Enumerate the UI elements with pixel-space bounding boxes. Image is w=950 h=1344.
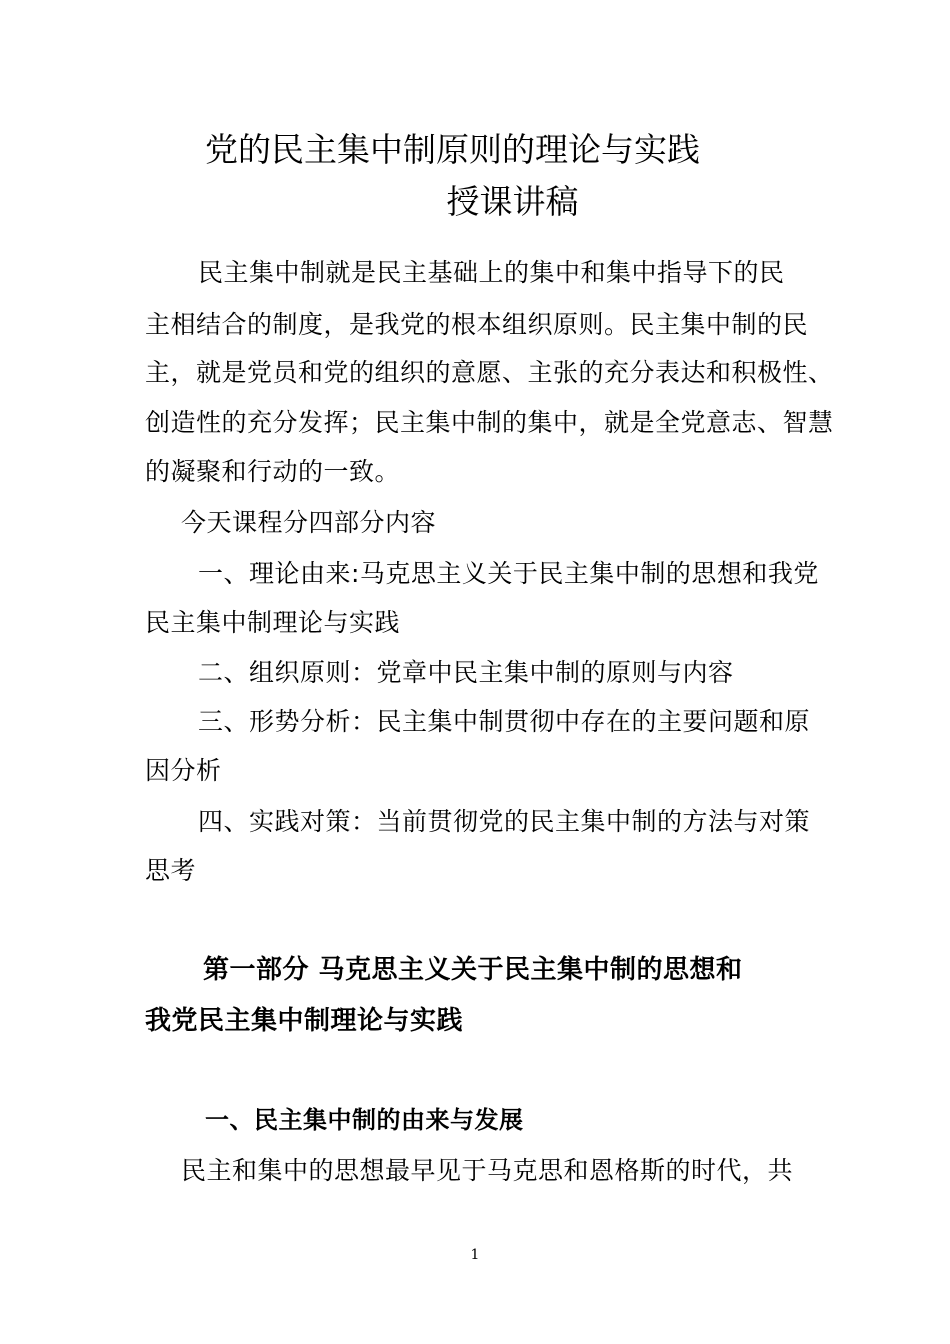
outline-item-continuation: 民主集中制理论与实践 bbox=[145, 608, 401, 637]
intro-line: 主相结合的制度，是我党的根本组织原则。民主集中制的民 bbox=[145, 310, 809, 339]
intro-line: 民主集中制就是民主基础上的集中和集中指导下的民 bbox=[198, 258, 785, 287]
document-subtitle: 授课讲稿 bbox=[446, 182, 579, 221]
part-heading-continuation: 我党民主集中制理论与实践 bbox=[145, 1006, 464, 1036]
course-intro: 今天课程分四部分内容 bbox=[181, 508, 437, 537]
outline-item: 四、实践对策：当前贯彻党的民主集中制的方法与对策 bbox=[198, 807, 811, 836]
outline-item: 一、理论由来:马克思主义关于民主集中制的思想和我党 bbox=[198, 559, 819, 588]
outline-item: 二、组织原则：党章中民主集中制的原则与内容 bbox=[198, 658, 734, 687]
intro-line: 的凝聚和行动的一致。 bbox=[145, 457, 401, 486]
document-title: 党的民主集中制原则的理论与实践 bbox=[205, 130, 700, 169]
page-number: 1 bbox=[470, 1247, 480, 1263]
outline-item: 三、形势分析：民主集中制贯彻中存在的主要问题和原 bbox=[198, 707, 811, 736]
outline-item-continuation: 因分析 bbox=[145, 756, 222, 785]
intro-line: 创造性的充分发挥；民主集中制的集中，就是全党意志、智慧 bbox=[145, 408, 834, 437]
body-line: 民主和集中的思想最早见于马克思和恩格斯的时代，共 bbox=[181, 1156, 794, 1185]
part-heading: 第一部分 马克思主义关于民主集中制的思想和 bbox=[203, 955, 743, 985]
outline-item-continuation: 思考 bbox=[145, 856, 197, 885]
intro-line: 主，就是党员和党的组织的意愿、主张的充分表达和积极性、 bbox=[145, 358, 834, 387]
section-heading: 一、民主集中制的由来与发展 bbox=[205, 1106, 524, 1134]
